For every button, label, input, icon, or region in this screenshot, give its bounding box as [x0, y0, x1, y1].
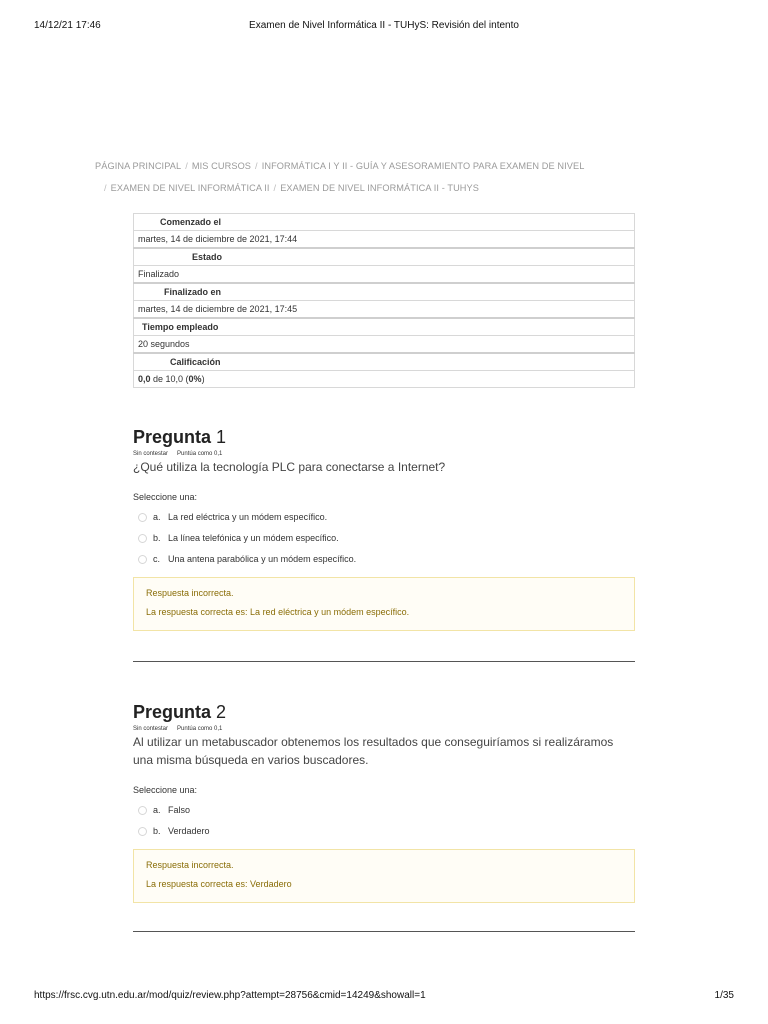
started-value: martes, 14 de diciembre de 2021, 17:44: [134, 231, 635, 249]
state-value: Finalizado: [134, 266, 635, 284]
question-title: Pregunta 2: [133, 702, 227, 722]
question-points: Puntúa como 0,1: [177, 726, 223, 732]
started-label: Comenzado el: [134, 214, 635, 231]
question-1: [133, 427, 635, 631]
feedback-correct-answer: La respuesta correcta es: Verdadero: [146, 879, 292, 889]
breadcrumb-quiz-link[interactable]: EXAMEN DE NIVEL INFORMÁTICA II - TUHYS: [280, 183, 479, 193]
answer-feedback: [133, 849, 635, 903]
answer-option-c[interactable]: c. Una antena parabólica y un módem específico.: [133, 549, 635, 570]
breadcrumb-separator: /: [185, 161, 188, 171]
answer-feedback: [133, 577, 635, 631]
answer-prompt: Seleccione una:: [133, 492, 198, 502]
question-status: Sin contestar: [133, 451, 169, 457]
question-divider: [133, 931, 635, 932]
breadcrumb-home-link[interactable]: PÁGINA PRINCIPAL: [95, 161, 182, 171]
question-text: Al utilizar un metabuscador obtenemos los resultados que conseguiríamos si realizáramos una misma búsqueda en varios buscadores.: [133, 735, 614, 767]
answer-option-b[interactable]: b. La línea telefónica y un módem específico.: [133, 528, 635, 549]
radio-button[interactable]: [138, 806, 147, 815]
radio-button[interactable]: [138, 534, 147, 543]
print-title: Examen de Nivel Informática II - TUHyS: Revisión del intento: [249, 20, 519, 31]
question-text: ¿Qué utiliza la tecnología PLC para conectarse a Internet?: [133, 460, 446, 474]
feedback-result: Respuesta incorrecta.: [146, 588, 234, 598]
question-title: Pregunta 1: [133, 427, 227, 447]
radio-button[interactable]: [138, 555, 147, 564]
time-label: Tiempo empleado: [134, 318, 635, 336]
finished-value: martes, 14 de diciembre de 2021, 17:45: [134, 301, 635, 319]
finished-label: Finalizado en: [134, 283, 635, 301]
answer-option-b[interactable]: b. Verdadero: [133, 821, 635, 842]
breadcrumb-course-link[interactable]: INFORMÁTICA I Y II - GUÍA Y ASESORAMIENTO PARA EXAMEN DE NIVEL: [261, 161, 585, 171]
feedback-correct-answer: La respuesta correcta es: La red eléctrica y un módem específico.: [146, 607, 410, 617]
print-page-number: 1/35: [714, 990, 734, 1001]
print-header: [0, 14, 768, 34]
radio-button[interactable]: [138, 827, 147, 836]
radio-button[interactable]: [138, 513, 147, 522]
grade-label: Calificación: [134, 353, 635, 371]
breadcrumb-section-link[interactable]: EXAMEN DE NIVEL INFORMÁTICA II: [110, 183, 270, 193]
breadcrumb-my-courses-link[interactable]: MIS CURSOS: [191, 161, 252, 171]
question-info: [133, 726, 635, 732]
answer-options: [133, 800, 635, 842]
feedback-result: Respuesta incorrecta.: [146, 860, 234, 870]
question-divider: [133, 661, 635, 662]
question-status: Sin contestar: [133, 726, 169, 732]
print-url: https://frsc.cvg.utn.edu.ar/mod/quiz/review.php?attempt=28756&cmid=14249&showall=1: [34, 990, 426, 1001]
question-points: Puntúa como 0,1: [177, 451, 223, 457]
answer-options: [133, 507, 635, 570]
breadcrumb-separator: /: [255, 161, 258, 171]
breadcrumb-separator: /: [104, 183, 107, 193]
answer-prompt: Seleccione una:: [133, 785, 198, 795]
state-label: Estado: [134, 248, 635, 266]
time-value: 20 segundos: [134, 336, 635, 354]
print-datetime: 14/12/21 17:46: [34, 20, 101, 31]
attempt-summary-table: [133, 213, 635, 388]
question-info: [133, 451, 635, 457]
grade-value: 0,0 de 10,0 (0%): [134, 371, 635, 388]
question-2: [133, 702, 635, 903]
breadcrumb-separator: /: [273, 183, 277, 193]
breadcrumb: [95, 155, 615, 199]
answer-option-a[interactable]: a. Falso: [133, 800, 635, 821]
answer-option-a[interactable]: a. La red eléctrica y un módem específico.: [133, 507, 635, 528]
